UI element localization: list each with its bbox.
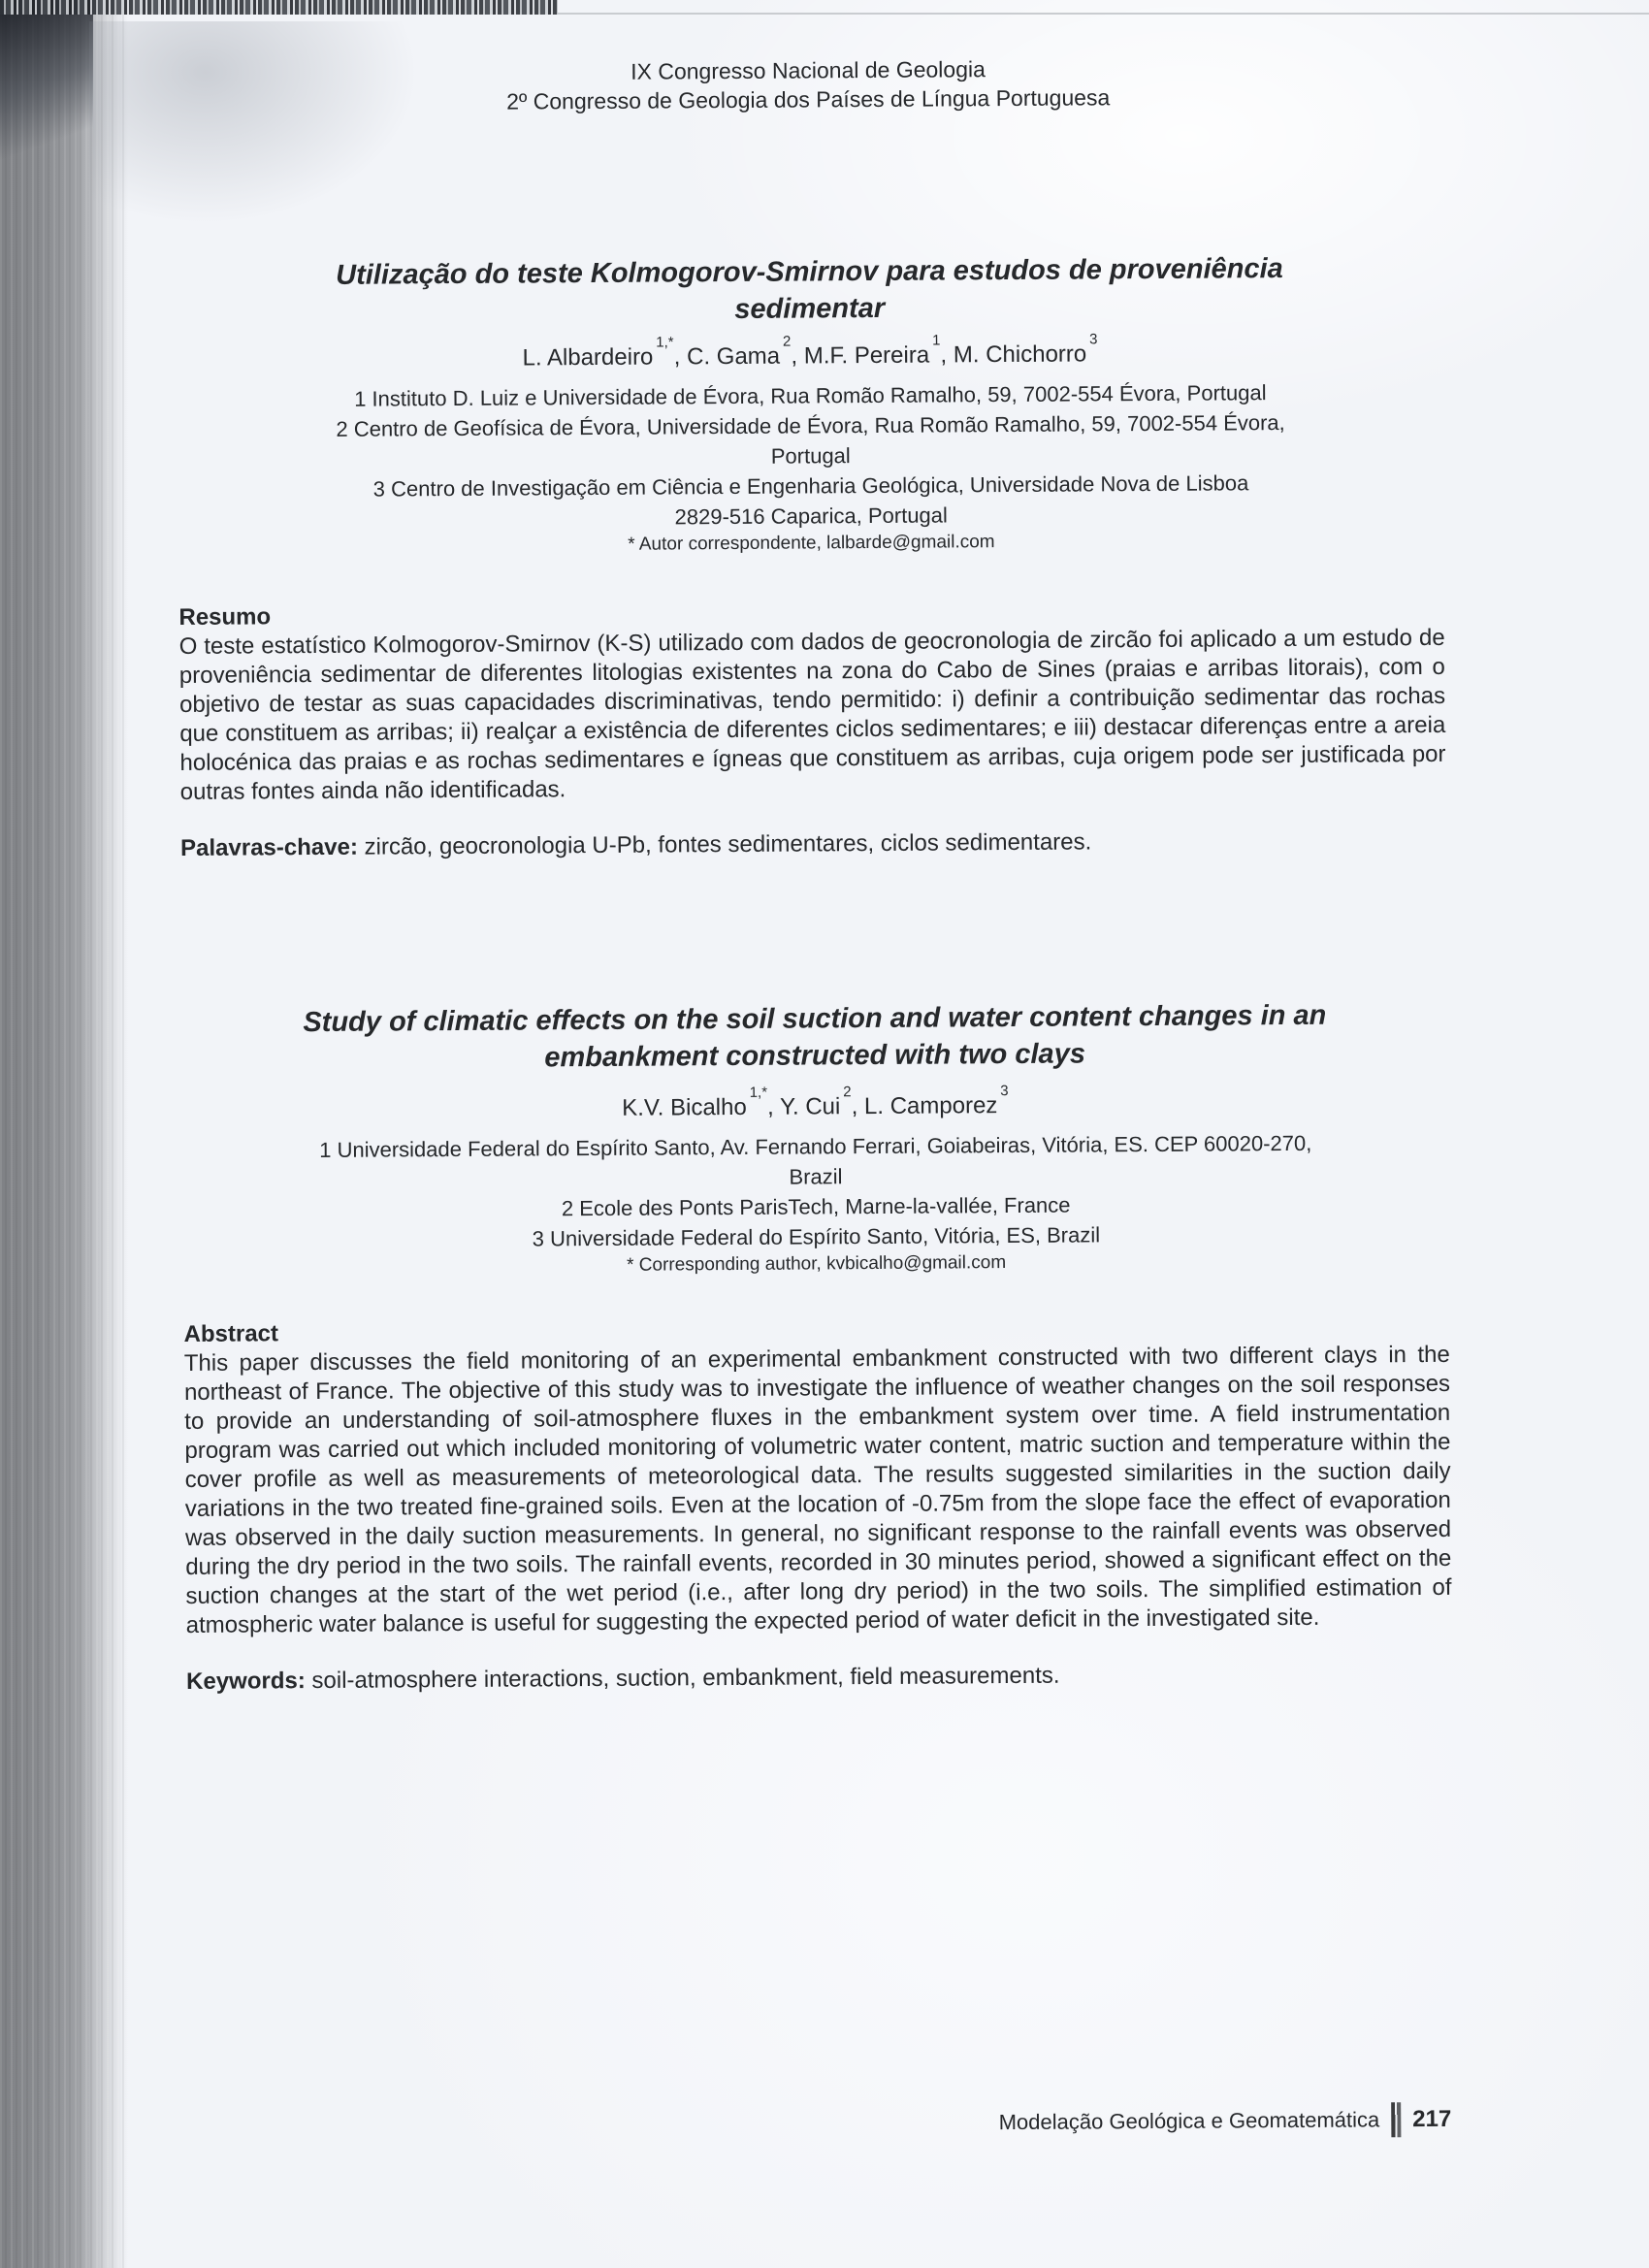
article1-keywords: [180, 826, 1446, 863]
affiliation-line: Portugal: [770, 443, 851, 469]
article2-affiliations: [182, 1127, 1449, 1256]
affiliation-line: 3 Universidade Federal do Espírito Santo, Vitória, ES, Brazil: [532, 1222, 1101, 1251]
author: M. Chichorro$^3$: [953, 331, 1098, 369]
author-affiliation-marker: 2: [843, 1084, 852, 1101]
author-affiliation-marker: 1,*: [656, 334, 674, 351]
affiliation-line: 3 Centro de Investigação em Ciência e Engenharia Geológica, Universidade Nova de Lisboa: [372, 470, 1249, 502]
keywords-label: Keywords:: [186, 1668, 306, 1695]
footer-section-title: Modelação Geológica e Geomatemática: [998, 2107, 1380, 2135]
affiliation-line: 1 Universidade Federal do Espírito Santo, Av. Fernando Ferrari, Goiabeiras, Vitória, ES. CEP 60020-270,: [319, 1130, 1312, 1162]
page-footer: [999, 2102, 1452, 2140]
author-affiliation-marker: 3: [1000, 1083, 1009, 1100]
author-separator: ,: [851, 1093, 865, 1120]
page-content: [175, 0, 1452, 2135]
author-separator: ,: [673, 343, 688, 371]
article2-keywords: [186, 1659, 1452, 1697]
author-affiliation-marker: 3: [1089, 331, 1098, 348]
article1-title-line2: sedimentar: [734, 292, 886, 325]
author: L. Camporez$^3$: [863, 1083, 1009, 1120]
article1-affiliations: [178, 376, 1444, 535]
affiliation-line: 1 Instituto D. Luiz e Universidade de Évora, Rua Romão Ramalho, 59, 7002-554 Évora, Portugal: [354, 380, 1267, 411]
author-affiliation-marker: 1,*: [749, 1084, 768, 1101]
author: M.F. Pereira$^1$,: [803, 332, 954, 370]
article1-authors: [177, 331, 1442, 376]
article1-corresponding-author: * Autor correspondente, lalbarde@gmail.com: [628, 532, 995, 555]
article2-title-line1: Study of climatic effects on the soil suction and water content changes in an: [303, 999, 1327, 1039]
author: K.V. Bicalho$^{1,*}$,: [622, 1084, 781, 1121]
author-affiliation-marker: 1: [931, 332, 941, 349]
footer-divider-bar: [1391, 2102, 1401, 2137]
article2-authors: [182, 1083, 1448, 1127]
proceedings-header-line1: IX Congresso Nacional de Geologia: [630, 56, 986, 84]
scanner-edge-strip: [0, 0, 128, 2268]
keywords-text: soil-atmosphere interactions, suction, embankment, field measurements.: [305, 1662, 1060, 1695]
author: L. Albardeiro$^{1,*}$,: [522, 334, 688, 372]
affiliation-line: 2 Ecole des Ponts ParisTech, Marne-la-vallée, France: [561, 1192, 1071, 1221]
author-separator: ,: [791, 342, 804, 370]
footer-page-number: 217: [1412, 2105, 1452, 2133]
article2-corresponding-author: * Corresponding author, kvbicalho@gmail.com: [627, 1252, 1007, 1276]
article2-abstract-heading: Abstract: [183, 1320, 279, 1347]
article1-title-line1: Utilização do teste Kolmogorov-Smirnov para estudos de proveniência: [336, 253, 1283, 291]
affiliation-line: Brazil: [789, 1164, 843, 1189]
author: Y. Cui$^2$,: [779, 1084, 865, 1120]
author: C. Gama$^2$,: [686, 333, 804, 371]
article1-abstract-text: O teste estatístico Kolmogorov-Smirnov (K-S) utilizado com dados de geocronologia de zircão foi aplicado a um estudo de proveniência sedimentar de diferentes litologias existentes na zona do Cabo de Sines (praias e arribas litorais), com o objetivo de testar as suas capacidades discriminativas, tendo permitido: i) definir a contribuição sedimentar das rochas que constituem as arribas; ii) realçar a existência de diferentes ciclos sedimentares; e iii) destacar diferenças entre a areia holocénica das praias e as rochas sedimentares e ígneas que constituem as arribas, cuja origem pode ser justificada por outras fontes ainda não identificadas.: [178, 624, 1446, 805]
article2-title-line2: embankment constructed with two clays: [544, 1038, 1086, 1074]
scan-corner-shadow: [0, 0, 93, 173]
article2-abstract-text: This paper discusses the field monitoring of an experimental embankment constructed with two different clays in the northeast of France. The objective of this study was to investigate the influence of weather changes on the soil responses to provide an understanding of soil-atmosphere fluxes in the embankment system over time. A field instrumentation program was carried out which included monitoring of volumetric water content, matric suction and temperature within the cover profile as well as measurements of meteorological data. The results suggested similarities in the suction daily variations in the two treated fine-grained soils. Even at the location of -0.75m from the slope face the effect of evaporation was observed in the daily suction measurements. In general, no significant response to the rainfall events was observed during the dry period in the two soils. The rainfall events, recorded in 30 minutes period, showed a significant effect on the suction changes at the start of the wet period (i.e., after long dry period) in the two soils. The simplified estimation of atmospheric water balance is useful for suggesting the expected period of water deficit in the investigated site.: [183, 1341, 1452, 1638]
keywords-label: Palavras-chave:: [180, 833, 358, 861]
author-separator: ,: [767, 1093, 781, 1120]
keywords-text: zircão, geocronologia U-Pb, fontes sedimentares, ciclos sedimentares.: [357, 828, 1092, 860]
article2-title: [181, 996, 1447, 1079]
article1-abstract-heading: Resumo: [178, 603, 272, 631]
author-separator: ,: [940, 341, 954, 369]
affiliation-line: 2829-516 Caparica, Portugal: [674, 502, 948, 530]
article1-title: [177, 249, 1442, 332]
author-affiliation-marker: 2: [782, 333, 792, 350]
affiliation-line: 2 Centro de Geofísica de Évora, Universidade de Évora, Rua Romão Ramalho, 59, 7002-554 Évora,: [336, 410, 1285, 441]
proceedings-header-line2: 2º Congresso de Geologia dos Países de Língua Portuguesa: [506, 84, 1111, 114]
